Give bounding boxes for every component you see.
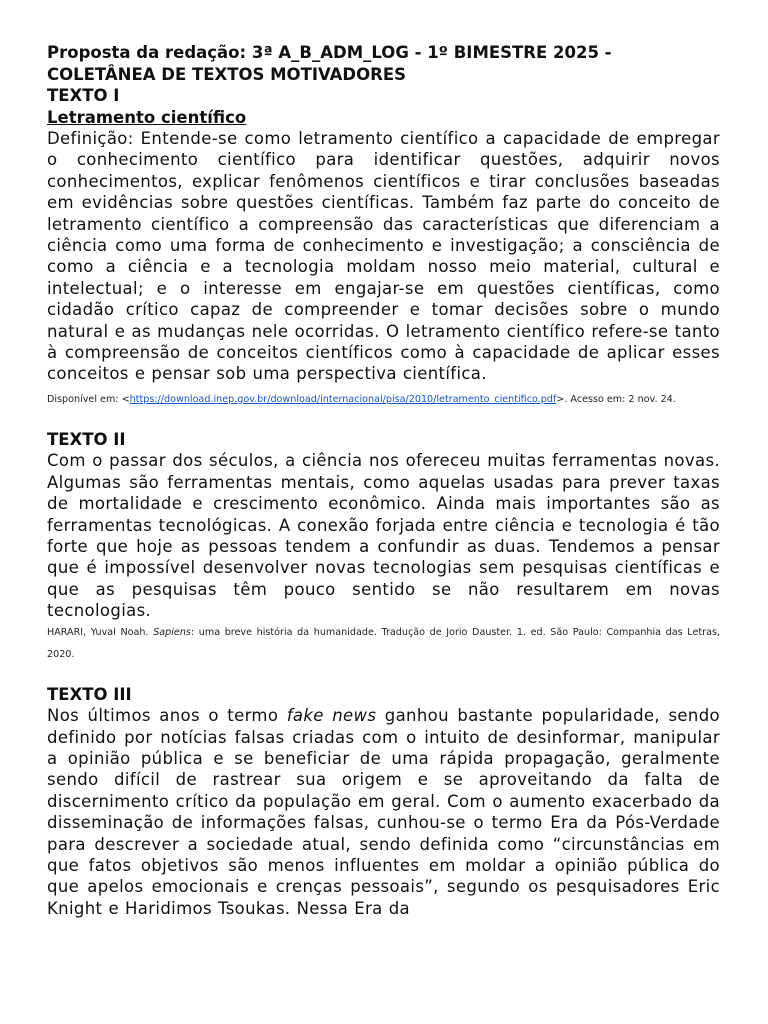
texto-3-body-part-2: ganhou bastante popularidade, sendo definido por notícias falsas criadas com o intuito de desinformar, manipular a opinião pública e se beneficiar de uma rápida propagação, geralmente sendo difícil de rastrear sua origem e se aproveitando da falta de discernimento crítico da população em geral. Com o aumento exacerbado da disseminação de informações falsas, cunhou-se o termo Era da Pós-Verdade para descrever a sociedade atual, sendo definida como “circunstâncias em que fatos objetivos são menos influentes em moldar a opinião pública do que apelos emocionais e crenças pessoais”, segundo os pesquisadores Eric Knight e Haridimos Tsoukas. Nessa Era da (47, 706, 720, 918)
texto-1-source-link[interactable]: https://download.inep.gov.br/download/internacional/pisa/2010/letramento_cientifico.pdf (129, 393, 557, 405)
texto-1-source-prefix: Disponível em: < (47, 393, 130, 405)
texto-3-body-part-1: Nos últimos anos o termo (47, 706, 287, 726)
texto-2-section (47, 429, 720, 666)
texto-3-body (47, 705, 720, 919)
texto-1-source-suffix: >. Acesso em: 2 nov. 24. (556, 393, 676, 405)
texto-1-section (47, 85, 720, 411)
document-title-line-1: Proposta da redação: 3ª A_B_ADM_LOG - 1º BIMESTRE 2025 - (47, 43, 612, 62)
document-page (47, 42, 720, 919)
texto-2-heading: TEXTO II (47, 429, 126, 449)
document-title-line-2: COLETÂNEA DE TEXTOS MOTIVADORES (47, 64, 406, 84)
texto-1-subheading: Letramento científico (47, 107, 247, 127)
section-spacer (47, 666, 720, 684)
texto-2-source (47, 622, 720, 666)
texto-1-heading: TEXTO I (47, 86, 120, 105)
texto-3-body-emphasis: fake news (286, 706, 377, 726)
texto-2-body: Com o passar dos séculos, a ciência nos ofereceu muitas ferramentas novas. Algumas são ferramentas mentais, como aquelas usadas para prever taxas de mortalidade e crescimento econômico. Ainda mais importantes são as ferramentas tecnológicas. A conexão forjada entre ciência e tecnologia é tão forte que hoje as pessoas tendem a confundir as duas. Tendemos a pensar que é impossível desenvolver novas tecnologias sem pesquisas científicas e que as pesquisas têm pouco sentido se não resultarem em novas tecnologias. (47, 451, 720, 621)
texto-1-body: Definição: Entende-se como letramento científico a capacidade de empregar o conhecimento científico para identificar questões, adquirir novos conhecimentos, explicar fenômenos científicos e tirar conclusões baseadas em evidências sobre questões científicas. Também faz parte do conceito de letramento científico a compreensão das características que diferenciam a ciência como uma forma de conhecimento e investigação; a consciência de como a ciência e a tecnologia moldam nosso meio material, cultural e intelectual; e o interesse em engajar-se em questões científicas, como cidadão crítico capaz de compreender e tomar decisões sobre o mundo natural e as mudanças nele ocorridas. O letramento científico refere-se tanto à compreensão de conceitos científicos como à capacidade de aplicar esses conceitos e pensar sob uma perspectiva científica. (47, 129, 720, 384)
texto-2-source-title: Sapiens (153, 626, 191, 638)
texto-3-heading: TEXTO III (47, 684, 132, 704)
texto-3-section (47, 684, 720, 920)
texto-2-source-rest: : uma breve história da humanidade. Tradução de Jorio Dauster. 1. ed. São Paulo: Companhia das Letras, 2020. (47, 626, 720, 660)
texto-2-source-author: HARARI, Yuval Noah. (47, 626, 154, 638)
texto-1-source (47, 389, 720, 411)
section-spacer (47, 411, 720, 429)
